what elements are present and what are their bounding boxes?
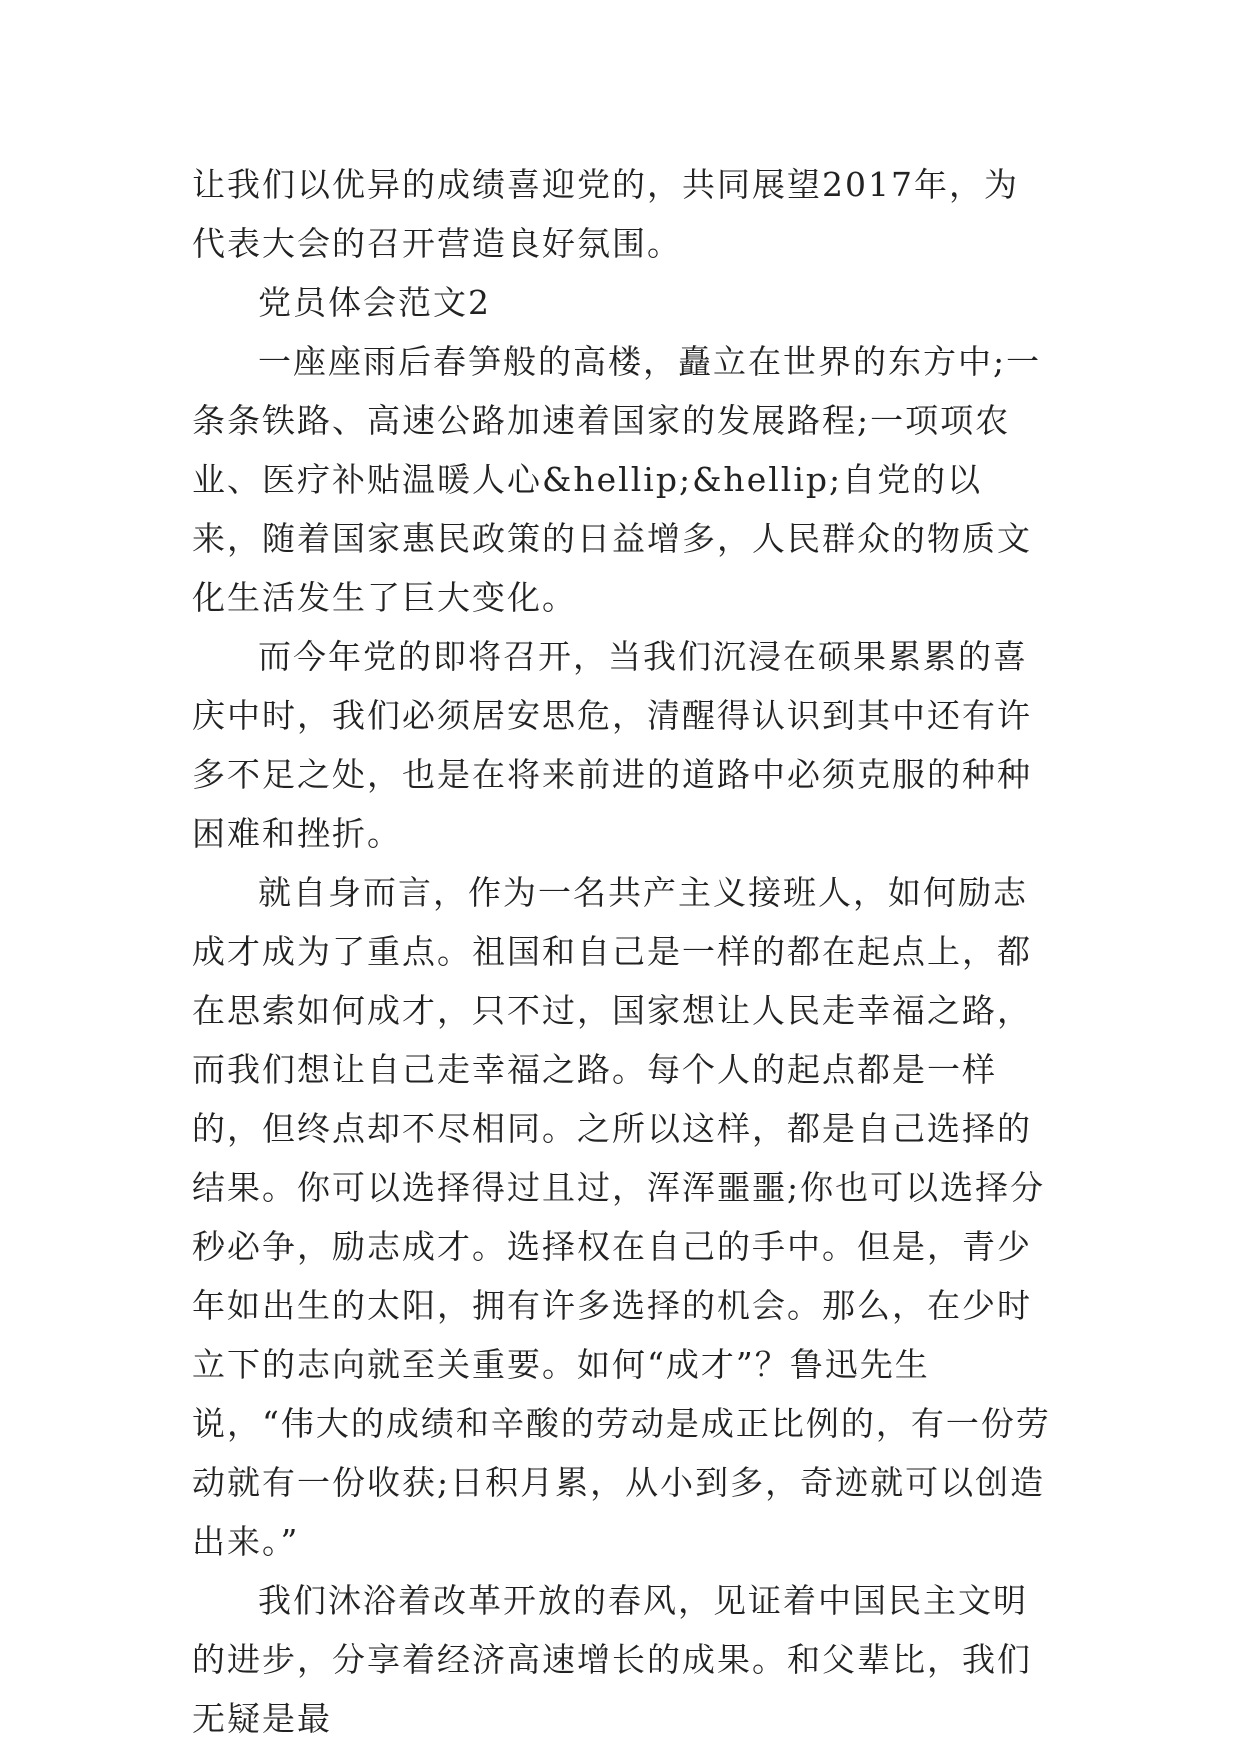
paragraph: 就自身而言，作为一名共产主义接班人，如何励志成才成为了重点。祖国和自己是一样的都在起点上，都在思索如何成才，只不过，国家想让人民走幸福之路，而我们想让自己走幸福之路。每个人的起点都是一样的，但终点却不尽相同。之所以这样，都是自己选择的结果。你可以选择得过且过，浑浑噩噩;你也可以选择分秒必争，励志成才。选择权在自己的手中。但是，青少年如出生的太阳，拥有许多选择的机会。那么，在少时立下的志向就至关重要。如何“成才”？鲁迅先生说，“伟大的成绩和辛酸的劳动是成正比例的，有一份劳动就有一份收获;日积月累，从小到多，奇迹就可以创造出来。” (192, 873, 1051, 1561)
paragraph: 我们沐浴着改革开放的春风，见证着中国民主文明的进步，分享着经济高速增长的成果。和父辈比，我们无疑是最 (192, 1581, 1032, 1738)
document-body (192, 155, 1052, 1748)
section-heading: 党员体会范文2 (258, 283, 491, 322)
paragraph: 而今年党的即将召开，当我们沉浸在硕果累累的喜庆中时，我们必须居安思危，清醒得认识到其中还有许多不足之处，也是在将来前进的道路中必须克服的种种困难和挫折。 (192, 637, 1032, 853)
paragraph-continuation: 让我们以优异的成绩喜迎党的，共同展望2017年，为代表大会的召开营造良好氛围。 (192, 165, 1019, 263)
paragraph: 一座座雨后春笋般的高楼，矗立在世界的东方中;一条条铁路、高速公路加速着国家的发展路程;一项项农业、医疗补贴温暖人心&hellip;&hellip;自党的以来，随着国家惠民政策的日益增多，人民群众的物质文化生活发生了巨大变化。 (192, 342, 1042, 617)
